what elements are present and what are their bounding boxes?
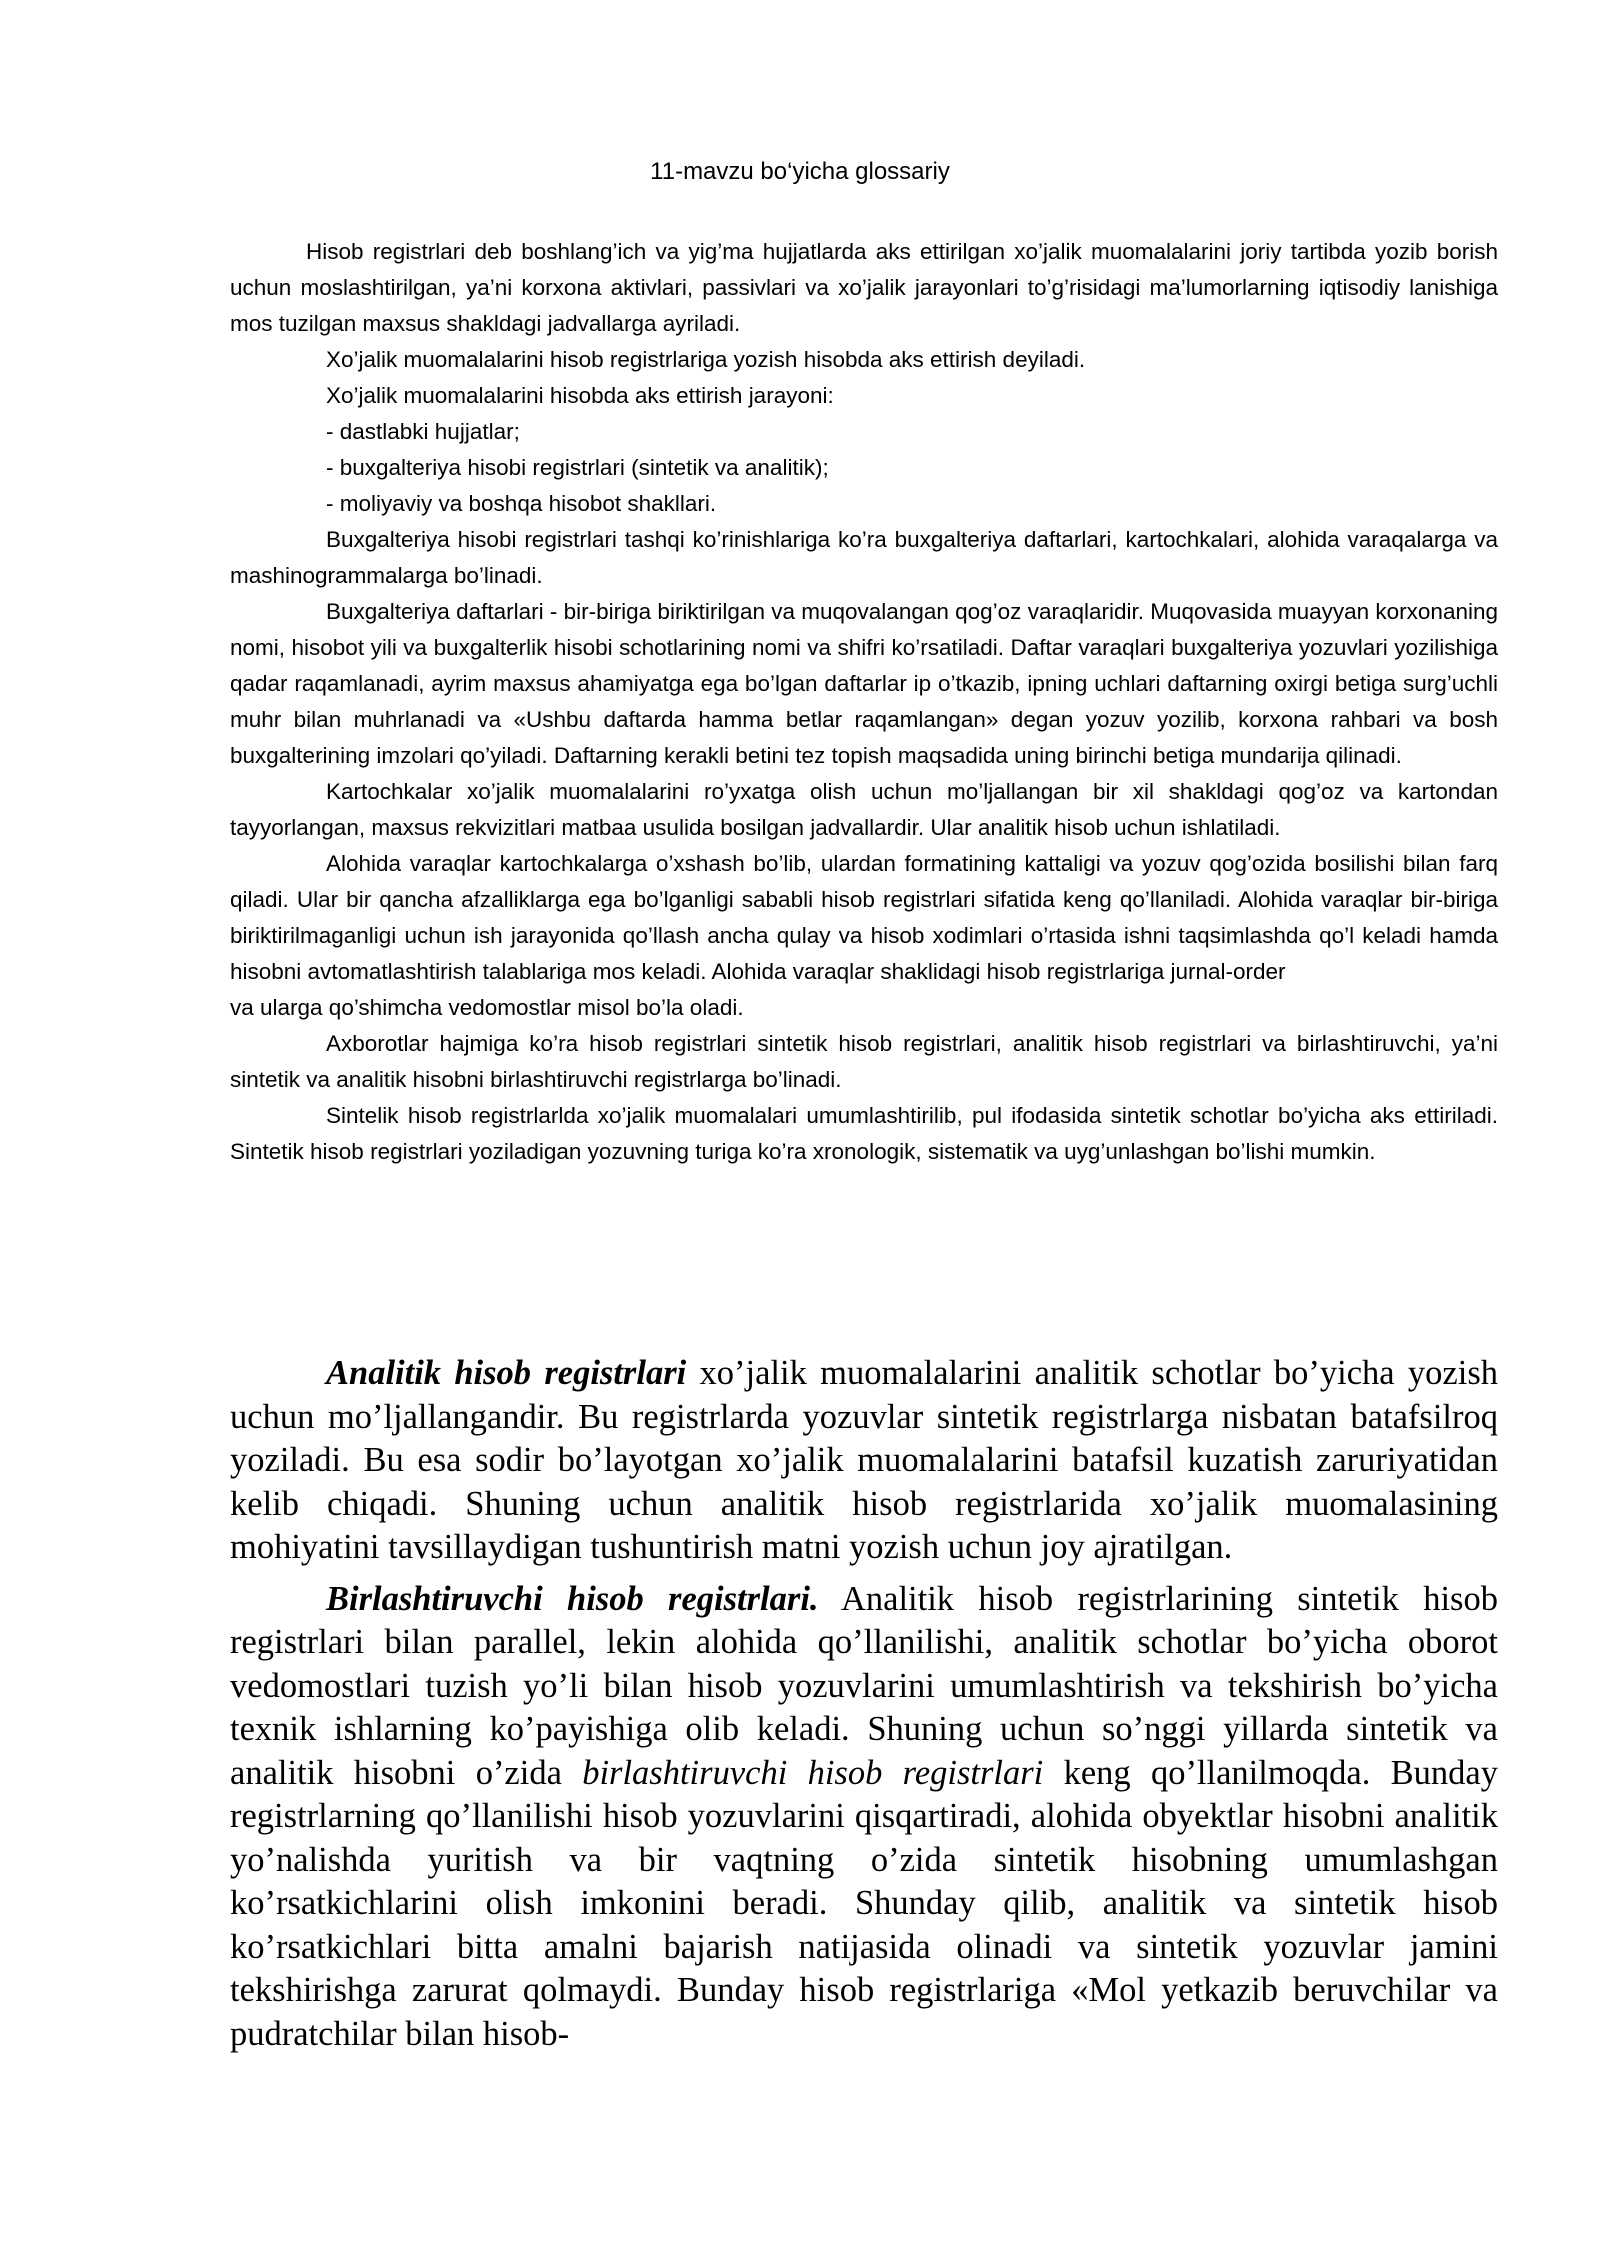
glossary-body-serif [230,1352,1498,2064]
paragraph-birlashtiruvchi [230,1578,1498,2057]
list-item: - dastlabki hujjatlar; [326,419,520,444]
paragraph-vedomostlar: va ularga qo’shimcha vedomostlar misol bo’la oladi. [230,995,744,1020]
term-analitik: Analitik hisob registrlari [326,1354,687,1392]
paragraph-kartochkalar: Kartochkalar xo’jalik muomalalarini ro’yxatga olish uchun mo’ljallangan bir xil shakldagi qog’oz va kartondan tayyorlangan, maxsus rekvizitlari matbaa usulida bosilgan jadvallardir. Ular analitik hisob uchun ishlatiladi. [230,779,1498,840]
paragraph-analitik-text: xo’jalik muomalalarini analitik schotlar bo’yicha yozish uchun mo’ljallangandir. Bu registrlarda yozuvlar sintetik registrlarga nisbatan batafsilroq yoziladi. Bu esa sodir bo’layotgan xo’jalik muomalalarini batafsil kuzatish zaruriyatidan kelib chiqadi. Shuning uchun analitik hisob registrlarida xo’jalik muomalasining mohiyatini tavsillaydigan tushuntirish matni yozish uchun joy ajratilgan. [230,1354,1498,1566]
document-title: 11-mavzu bo‘yicha glossariy [650,158,950,185]
paragraph-birlashtiruvchi-text-b: keng qo’llanilmoqda. Bunday registrlarning qo’llanilishi hisob yozuvlarini qisqartiradi, alohida obyektlar hisobni analitik yo’nalishda yuritish va bir vaqtning o’zida sintetik hisobning umumlashgan ko’rsatkichlarini olish imkonini beradi. Shunday qilib, analitik va sintetik hisob ko’rsatkichlari bitta amalni bajarish natijasida olinadi va sintetik yozuvlar jamini tekshirishga zarurat qolmaydi. Bunday hisob registrlariga «Mol yetkazib beruvchilar va pudratchilar bilan hisob- [230,1753,1498,2053]
glossary-body [230,234,1498,1170]
paragraph-jarayon: Xo’jalik muomalalarini hisobda aks ettirish jarayoni: [326,383,834,408]
paragraph-analitik [230,1352,1498,1570]
paragraph-daftarlar: Buxgalteriya daftarlari - bir-biriga biriktirilgan va muqovalangan qog’oz varaqlaridir. Muqovasida muayyan korxonaning nomi, hisobot yili va buxgalterlik hisobi schotlarining nomi va shifri ko’rsatiladi. Daftar varaqlari buxgalteriya yozuvlari yozilishiga qadar raqamlanadi, ayrim maxsus ahamiyatga ega bo’lgan daftarlar ip o’tkazib, ipning uchlari daftarning oxirgi betiga surg’uchli muhr bilan muhrlanadi va «Ushbu daftarda hamma betlar raqamlangan» degan yozuv yozilib, korxona rahbari va bosh buxgalterining imzolari qo’yiladi. Daftarning kerakli betini tez topish maqsadida uning birinchi betiga mundarija qilinadi. [230,599,1498,768]
paragraph-axborotlar-hajmi: Axborotlar hajmiga ko’ra hisob registrlari sintetik hisob registrlari, analitik hisob registrlari va birlashtiruvchi, ya’ni sintetik va analitik hisobni birlashtiruvchi registrlarga bo’linadi. [230,1031,1498,1092]
paragraph-alohida-varaqlar: Alohida varaqlar kartochkalarga o’xshash bo’lib, ulardan formatining kattaligi va yozuv qog’ozida bosilishi bilan farq qiladi. Ular bir qancha afzalliklarga ega bo’lganligi sababli hisob registrlari sifatida keng qo’llaniladi. Alohida varaqlar bir-biriga biriktirilmaganligi uchun ish jarayonida qo’llash ancha qulay va hisob xodimlari o’rtasida ishni taqsimlashda qo’l keladi hamda hisobni avtomatlashtirish talablariga mos keladi. Alohida varaqlar shaklidagi hisob registrlariga jurnal-order [230,851,1498,984]
paragraph-sintetik: Sintelik hisob registrlarlda xo’jalik muomalalari umumlashtirilib, pul ifodasida sintetik schotlar bo’yicha aks ettiriladi. Sintetik hisob registrlari yoziladigan yozuvning turiga ko’ra xronologik, sistematik va uyg’unlashgan bo’lishi mumkin. [230,1103,1498,1164]
paragraph-aks-ettirish: Xo’jalik muomalalarini hisob registrlariga yozish hisobda aks ettirish deyiladi. [326,347,1086,372]
paragraph-hisob-registrlari: Hisob registrlari deb boshlang’ich va yig’ma hujjatlarda aks ettirilgan xo’jalik muomalalarini joriy tartibda yozib borish uchun moslashtirilgan, ya’ni korxona aktivlari, passivlari va xo’jalik jarayonlari to’g’risidagi ma’lumorlarning iqtisodiy lanishiga mos tuzilgan maxsus shakldagi jadvallarga ayriladi. [230,239,1498,336]
paragraph-tashqi-korinish: Buxgalteriya hisobi registrlari tashqi ko’rinishlariga ko’ra buxgalteriya daftarlari, kartochkalari, alohida varaqalarga va mashinogrammalarga bo’linadi. [230,527,1498,588]
term-birlashtiruvchi: Birlashtiruvchi hisob registrlari. [326,1579,819,1618]
paragraph-birlashtiruvchi-text-a: Analitik hisob registrlarining sintetik hisob registrlari bilan parallel, lekin alohida qo’llanilishi, analitik schotlar bo’yicha oborot vedomostlari tuzish yo’li bilan hisob yozuvlarini umumlashtirish va tekshirish bo’yicha texnik ishlarning ko’payishiga olib keladi. Shuning uchun so’nggi yillarda sintetik va analitik hisobni o’zida [230,1579,1498,1792]
list-item: - moliyaviy va boshqa hisobot shakllari. [326,491,717,516]
list-item: - buxgalteriya hisobi registrlari (sintetik va analitik); [326,455,829,480]
term-birlashtiruvchi-italic: birlashtiruvchi hisob registrlari [582,1753,1044,1792]
